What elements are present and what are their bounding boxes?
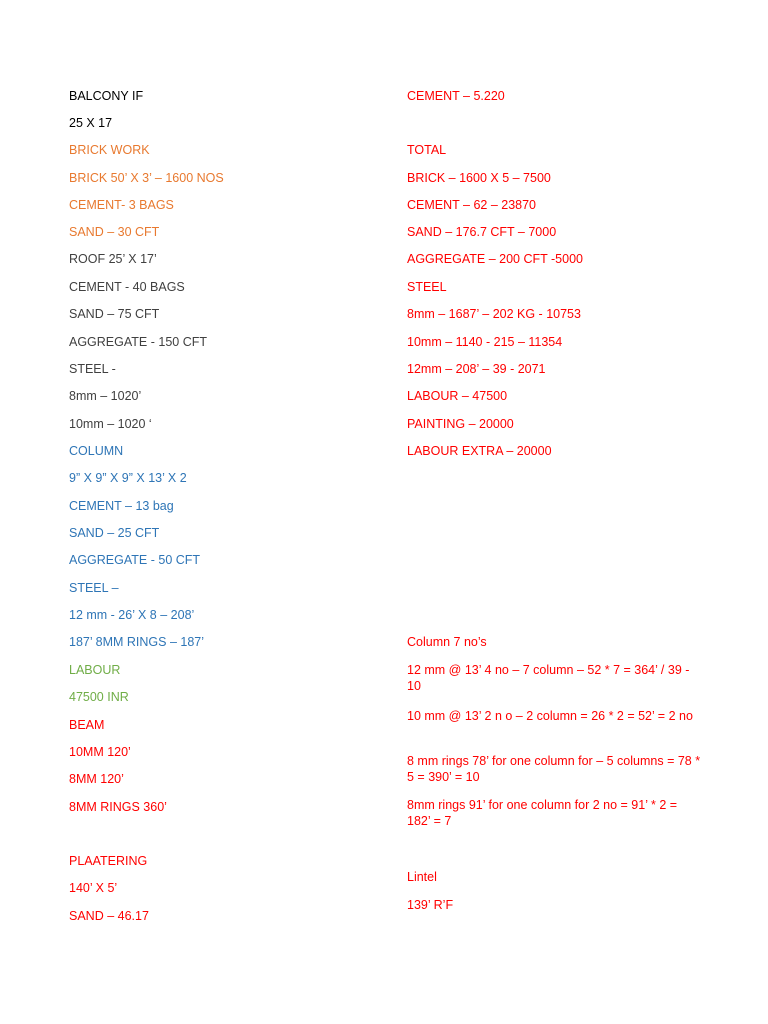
plaster-sand-line: SAND – 46.17	[69, 909, 149, 923]
column-aggregate-line: AGGREGATE - 50 CFT	[69, 553, 201, 567]
column-rings-line: 187’ 8MM RINGS – 187’	[69, 635, 205, 649]
roof-aggregate-line: AGGREGATE - 150 CFT	[69, 335, 207, 349]
total-heading: TOTAL	[407, 143, 447, 157]
roof-sand-line: SAND – 75 CFT	[69, 307, 160, 321]
roof-steel-line: STEEL -	[69, 362, 116, 376]
column-count-line: Column 7 no’s	[407, 635, 487, 649]
labour-heading: LABOUR	[69, 663, 121, 677]
note-12mm: 12 mm @ 13’ 4 no – 7 column – 52 * 7 = 364’ / 39 - 10	[407, 663, 690, 693]
note-8mm-91: 8mm rings 91’ for one column for 2 no = 91’ * 2 = 182’ = 7	[407, 798, 678, 828]
steel-8mm-line: 8mm – 1687’ – 202 KG - 10753	[407, 307, 581, 321]
brick-work-heading: BRICK WORK	[69, 143, 150, 157]
beam-10mm-line: 10MM 120’	[69, 745, 131, 759]
plastering-heading: PLAATERING	[69, 854, 148, 868]
steel-12mm-line: 12mm – 208’ – 39 - 2071	[407, 362, 546, 376]
total-cement-line: CEMENT – 62 – 23870	[407, 198, 537, 212]
labour-value: 47500 INR	[69, 690, 129, 704]
column-sand-line: SAND – 25 CFT	[69, 526, 160, 540]
steel-heading: STEEL	[407, 280, 447, 294]
beam-8mm-line: 8MM 120’	[69, 772, 124, 786]
total-brick-line: BRICK – 1600 X 5 – 7500	[407, 171, 551, 185]
lintel-heading: Lintel	[407, 870, 437, 884]
note-8mm-78: 8 mm rings 78’ for one column for – 5 columns = 78 * 5 = 390’ = 10	[407, 754, 701, 784]
roof-10mm-line: 10mm – 1020 ‘	[69, 417, 152, 431]
beam-heading: BEAM	[69, 718, 105, 732]
brick-cement-line: CEMENT- 3 BAGS	[69, 198, 174, 212]
brick-sand-line: SAND – 30 CFT	[69, 225, 160, 239]
roof-8mm-line: 8mm – 1020’	[69, 389, 142, 403]
lintel-value: 139’ R’F	[407, 898, 454, 912]
roof-cement-line: CEMENT - 40 BAGS	[69, 280, 185, 294]
total-labour-extra-line: LABOUR EXTRA – 20000	[407, 444, 552, 458]
column-cement-line: CEMENT – 13 bag	[69, 499, 174, 513]
balcony-heading: BALCONY IF	[69, 89, 144, 103]
column-steel-line: STEEL –	[69, 581, 119, 595]
steel-10mm-line: 10mm – 1140 - 215 – 11354	[407, 335, 563, 349]
note-10mm: 10 mm @ 13’ 2 n o – 2 column = 26 * 2 = 52’ = 2 no	[407, 709, 693, 723]
cement-line: CEMENT – 5.220	[407, 89, 505, 103]
total-painting-line: PAINTING – 20000	[407, 417, 514, 431]
column-12mm-line: 12 mm - 26’ X 8 – 208’	[69, 608, 195, 622]
roof-heading: ROOF 25’ X 17’	[69, 252, 157, 266]
total-labour-line: LABOUR – 47500	[407, 389, 508, 403]
brick-line: BRICK 50’ X 3’ – 1600 NOS	[69, 171, 224, 185]
total-sand-line: SAND – 176.7 CFT – 7000	[407, 225, 557, 239]
total-aggregate-line: AGGREGATE – 200 CFT -5000	[407, 252, 583, 266]
beam-rings-line: 8MM RINGS 360’	[69, 800, 167, 814]
balcony-size: 25 X 17	[69, 116, 113, 130]
column-size-line: 9” X 9” X 9” X 13’ X 2	[69, 471, 187, 485]
plaster-size-line: 140’ X 5’	[69, 881, 118, 895]
column-heading: COLUMN	[69, 444, 124, 458]
